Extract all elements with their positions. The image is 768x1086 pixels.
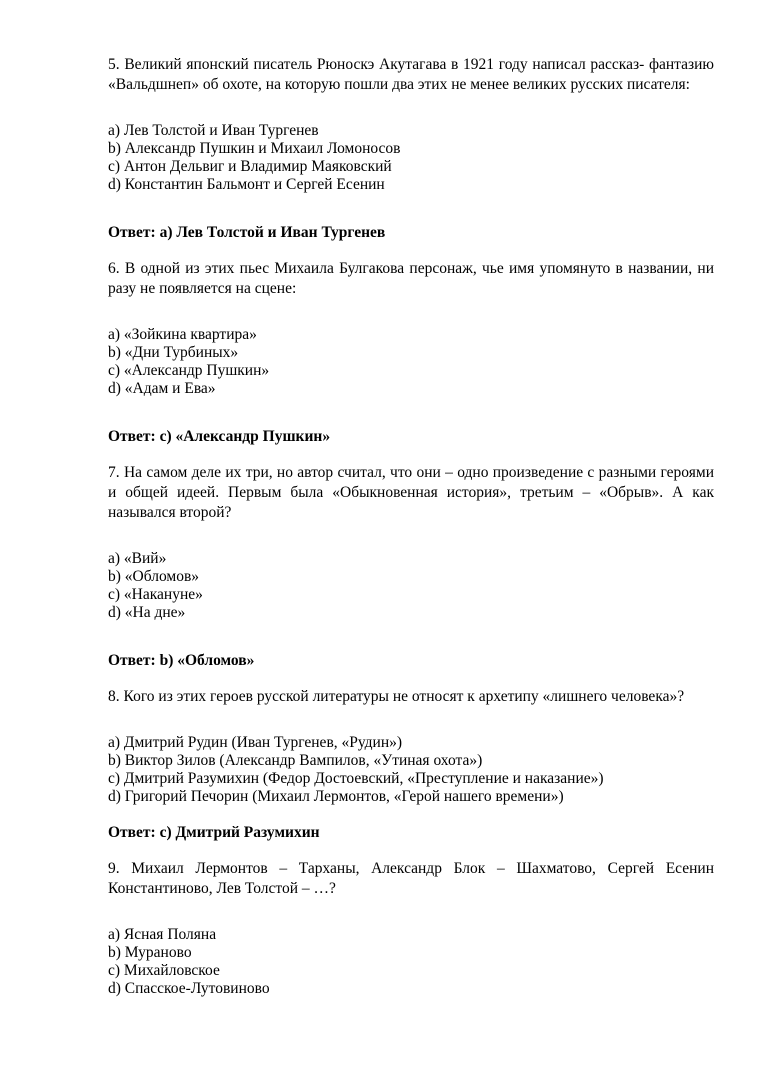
question-block-8 [108, 687, 714, 843]
option-d: d) «На дне» [108, 604, 186, 621]
option-d: d) «Адам и Ева» [108, 380, 216, 397]
answer-text: Ответ: c) «Александр Пушкин» [108, 428, 331, 445]
options-list [108, 122, 714, 194]
option-b: b) Мураново [108, 944, 192, 961]
option-c: c) Дмитрий Разумихин (Федор Достоевский, «Преступление и наказание») [108, 770, 604, 787]
option-d: d) Григорий Печорин (Михаил Лермонтов, «Герой нашего времени») [108, 788, 564, 805]
option-c: c) «Александр Пушкин» [108, 362, 270, 379]
answer-text: Ответ: b) «Обломов» [108, 652, 255, 669]
options-list [108, 326, 714, 398]
options-list [108, 550, 714, 622]
options-list [108, 926, 714, 998]
option-a: a) «Зойкина квартира» [108, 326, 257, 343]
option-b: b) «Обломов» [108, 568, 200, 585]
option-d: d) Константин Бальмонт и Сергей Есенин [108, 176, 385, 193]
option-c: c) Антон Дельвиг и Владимир Маяковский [108, 158, 392, 175]
question-block-9 [108, 859, 714, 998]
option-a: a) Дмитрий Рудин (Иван Тургенев, «Рудин») [108, 734, 403, 751]
question-text: 5. Великий японский писатель Рюноскэ Акутагава в 1921 году написал рассказ- фантазию «Вальдшнеп» об охоте, на которую пошли два этих не менее великих русских писателя: [108, 56, 714, 93]
options-list [108, 734, 714, 806]
option-d: d) Спасское-Лутовиново [108, 980, 270, 997]
option-a: a) Ясная Поляна [108, 926, 217, 943]
option-c: c) Михайловское [108, 962, 220, 979]
question-text: 9. Михаил Лермонтов – Тарханы, Александр Блок – Шахматово, Сергей Есенин Константиново, Лев Толстой – …? [108, 860, 714, 897]
question-text: 7. На самом деле их три, но автор считал, что они – одно произведение с разными героями и общей идеей. Первым была «Обыкновенная история», третьим – «Обрыв». А как назывался второй? [108, 464, 714, 521]
option-c: c) «Накануне» [108, 586, 203, 603]
option-b: b) Александр Пушкин и Михаил Ломоносов [108, 140, 401, 157]
question-text: 8. Кого из этих героев русской литературы не относят к архетипу «лишнего человека»? [108, 688, 685, 705]
option-b: b) Виктор Зилов (Александр Вампилов, «Утиная охота») [108, 752, 483, 769]
option-a: a) «Вий» [108, 550, 167, 567]
option-b: b) «Дни Турбиных» [108, 344, 239, 361]
option-a: a) Лев Толстой и Иван Тургенев [108, 122, 319, 139]
answer-text: Ответ: c) Дмитрий Разумихин [108, 824, 320, 841]
question-block-5 [108, 55, 714, 243]
question-block-7 [108, 463, 714, 671]
answer-text: Ответ: a) Лев Толстой и Иван Тургенев [108, 224, 386, 241]
question-text: 6. В одной из этих пьес Михаила Булгакова персонаж, чье имя упомянуто в названии, ни разу не появляется на сцене: [108, 260, 714, 297]
question-block-6 [108, 259, 714, 447]
